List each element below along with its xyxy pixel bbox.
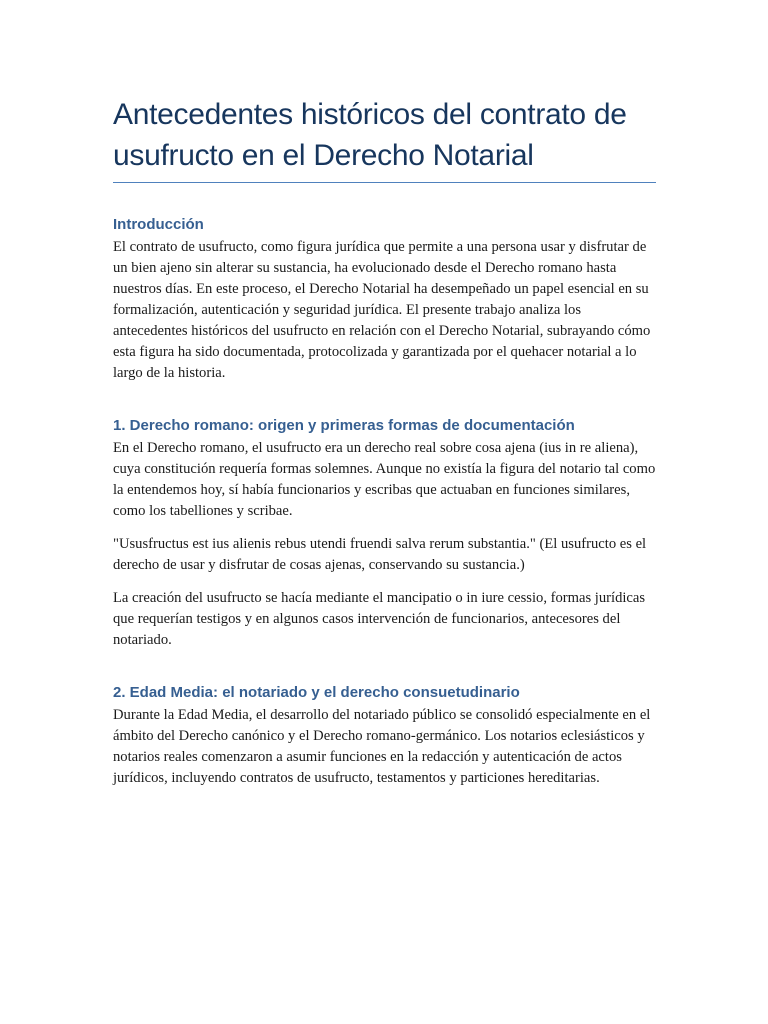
document-title: Antecedentes históricos del contrato de usufructo en el Derecho Notarial [113,98,627,172]
section-heading-edad-media: 2. Edad Media: el notariado y el derecho consuetudinario [113,684,520,701]
title-divider [113,182,656,183]
paragraph-introduccion: El contrato de usufructo, como figura jurídica que permite a una persona usar y disfrutar de un bien ajeno sin alterar su sustancia, ha evolucionado desde el Derecho romano hasta nuestros días. En este proceso, el Derecho Notarial ha desempeñado un papel esencial en su formalización, autenticación y seguridad jurídica. El presente trabajo analiza los antecedentes históricos del usufructo en relación con el Derecho Notarial, subrayando cómo esta figura ha sido documentada, protocolizada y garantizada por el quehacer notarial a lo largo de la historia. [113,239,651,381]
section-heading-introduccion: Introducción [113,216,204,233]
document-page [113,94,656,789]
paragraph-derecho-romano-1: En el Derecho romano, el usufructo era un derecho real sobre cosa ajena (ius in re aliena), cuya constitución requería formas solemnes. Aunque no existía la figura del notario tal como la entendemos hoy, sí había funcionarios y escribas que actuaban en funciones similares, como los tabelliones y scribae. [113,440,656,519]
section-heading-derecho-romano: 1. Derecho romano: origen y primeras formas de documentación [113,417,575,434]
paragraph-edad-media: Durante la Edad Media, el desarrollo del notariado público se consolidó especialmente en el ámbito del Derecho canónico y el Derecho romano-germánico. Los notarios eclesiásticos y notarios reales comenzaron a asumir funciones en la redacción y autenticación de actos jurídicos, incluyendo contratos de usufructo, testamentos y particiones hereditarias. [113,707,651,786]
paragraph-derecho-romano-3: La creación del usufructo se hacía mediante el mancipatio o in iure cessio, formas jurídicas que requerían testigos y en algunos casos intervención de funcionarios, antecesores del notariado. [113,590,646,648]
paragraph-derecho-romano-quote: "Ususfructus est ius alienis rebus utendi fruendi salva rerum substantia." (El usufructo es el derecho de usar y disfrutar de cosas ajenas, conservando su sustancia.) [113,536,647,573]
